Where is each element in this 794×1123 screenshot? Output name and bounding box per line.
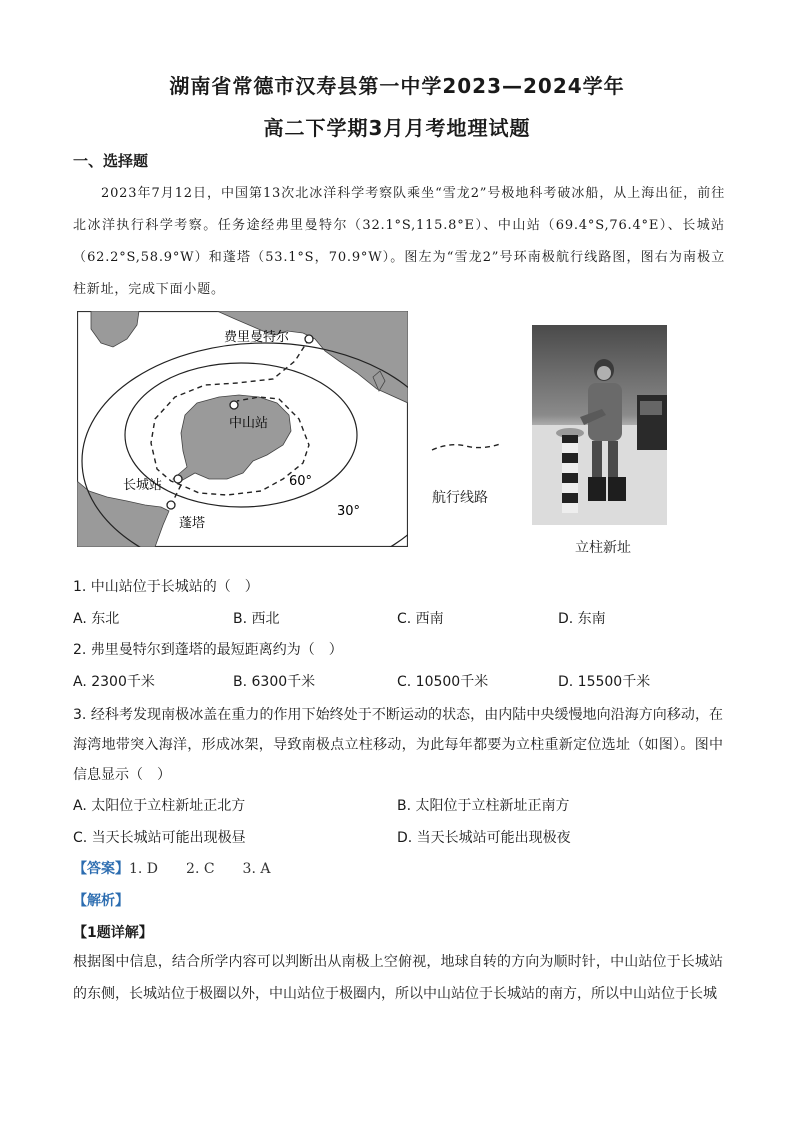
legend-label: 航行线路 [432, 490, 488, 506]
section-heading: 一、选择题 [73, 152, 149, 170]
q2-option-a: A. 2300千米 [73, 674, 155, 690]
analysis-paragraph: 根据图中信息，结合所学内容可以判断出从南极上空俯视，地球自转的方向为顺时针，中山站位于长城站的东侧，长城站位于极圈以外，中山站位于极圈内，所以中山站位于长城站的南方，所以中山站位于长城 [73, 954, 723, 1002]
punta-marker [167, 501, 175, 509]
label-zhongshan: 中山站 [229, 416, 269, 431]
antarctic-route-map [77, 311, 408, 547]
q3-option-c: C. 当天长城站可能出现极昼 [73, 830, 246, 846]
answer-line [73, 858, 270, 878]
q1-option-d: D. 东南 [558, 611, 606, 627]
q1-option-c: C. 西南 [397, 611, 444, 627]
question-1-stem: 1. 中山站位于长城站的（ ） [73, 579, 259, 595]
analysis-label: 【解析】 [73, 893, 129, 909]
q3-option-a: A. 太阳位于立柱新址正北方 [73, 798, 246, 814]
label-fremantle: 费里曼特尔 [224, 330, 290, 345]
q2-option-b: B. 6300千米 [233, 674, 316, 690]
fremantle-marker [305, 335, 313, 343]
q1-detail-label: 【1题详解】 [73, 925, 153, 941]
pole-new-site-photo [532, 325, 667, 525]
q2-option-d: D. 15500千米 [558, 674, 651, 690]
answer-values: 1. D 2. C 3. A [129, 861, 271, 877]
zhongshan-marker [230, 401, 238, 409]
label-punta: 蓬塔 [179, 516, 206, 531]
question-2-stem: 2. 弗里曼特尔到蓬塔的最短距离约为（ ） [73, 642, 343, 658]
q1-option-b: B. 西北 [233, 611, 280, 627]
doc-title-line1: 湖南省常德市汉寿县第一中学2023—2024学年 [169, 74, 625, 98]
q3-option-b: B. 太阳位于立柱新址正南方 [397, 798, 570, 814]
answer-label: 【答案】 [73, 861, 129, 877]
changcheng-marker [174, 475, 182, 483]
q3-option-d: D. 当天长城站可能出现极夜 [397, 830, 571, 846]
doc-title-line2: 高二下学期3月月考地理试题 [263, 116, 531, 140]
label-lat30: 30° [337, 504, 361, 519]
photo-caption: 立柱新址 [575, 540, 631, 556]
label-lat60: 60° [289, 474, 313, 489]
q2-option-c: C. 10500千米 [397, 674, 489, 690]
label-changcheng: 长城站 [123, 478, 163, 493]
q1-option-a: A. 东北 [73, 611, 120, 627]
intro-paragraph: 2023年7月12日，中国第13次北冰洋科学考察队乘坐“雪龙2”号极地科考破冰船，从上海出征，前往北冰洋执行科学考察。任务途经弗里曼特尔（32.1°S,115.8°E）、中山站（69.4°S,76.4°E）、长城站（62.2°S,58.9°W）和蓬塔（53.1°S，70.9°W）。图左为“雪龙2”号环南极航行线路图，图右为南极立柱新址，完成下面小题。 [73, 186, 725, 297]
question-3-stem: 3. 经科考发现南极冰盖在重力的作用下始终处于不断运动的状态，由内陆中央缓慢地向沿海方向移动，在海湾地带突入海洋，形成冰架，导致南极点立柱移动，为此每年都要为立柱重新定位选址（如图）。图中信息显示（ ） [73, 707, 723, 783]
